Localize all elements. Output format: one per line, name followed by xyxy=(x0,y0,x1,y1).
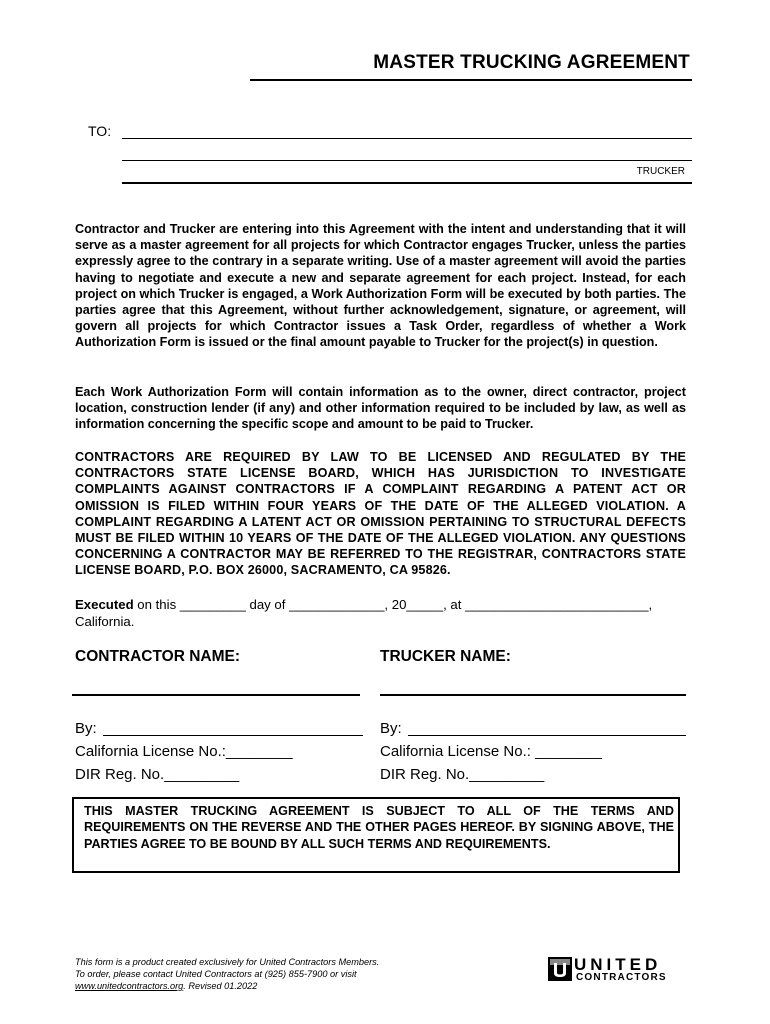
footer-line-3 xyxy=(75,980,435,992)
united-contractors-logo xyxy=(548,955,690,985)
logo-word-contractors: CONTRACTORS xyxy=(576,972,667,983)
document-title: MASTER TRUCKING AGREEMENT xyxy=(373,52,690,73)
contractor-by-line[interactable] xyxy=(103,735,363,736)
logo-word-united: UNITED xyxy=(574,955,662,974)
trucker-name-heading: TRUCKER NAME: xyxy=(380,648,511,665)
terms-notice-text: THIS MASTER TRUCKING AGREEMENT IS SUBJECT TO ALL OF THE TERMS AND REQUIREMENTS ON THE REVERSE AND THE OTHER PAGES HEREOF. BY SIGNING ABOVE, THE PARTIES AGREE TO BE BOUND BY ALL SUCH TERMS AND REQUIREMENTS. xyxy=(84,804,674,851)
to-line-2[interactable] xyxy=(122,160,692,161)
executed-word: Executed xyxy=(75,597,134,612)
trucker-name-line[interactable] xyxy=(380,694,686,696)
trucker-by-field[interactable] xyxy=(380,720,686,740)
execution-line xyxy=(75,596,686,630)
footer-note xyxy=(75,956,435,992)
trucker-by-label: By: xyxy=(380,720,402,737)
footer-line-1: This form is a product created exclusively for United Contractors Members. xyxy=(75,957,380,967)
to-line-3[interactable] xyxy=(122,182,692,184)
to-line-1[interactable] xyxy=(122,138,692,139)
footer-website-link[interactable]: www.unitedcontractors.org xyxy=(75,981,184,991)
license-notice-paragraph: CONTRACTORS ARE REQUIRED BY LAW TO BE LICENSED AND REGULATED BY THE CONTRACTORS STATE LICENSE BOARD, WHICH HAS JURISDICTION TO INVESTIGATE COMPLAINTS AGAINST CONTRACTORS IF A COMPLAINT REGARDING A PATENT ACT OR OMISSION IS FILED WITHIN FOUR YEARS OF THE DATE OF THE ALLEGED VIOLATION. A COMPLAINT REGARDING A LATENT ACT OR OMISSION PERTAINING TO STRUCTURAL DEFECTS MUST BE FILED WITHIN 10 YEARS OF THE DATE OF THE ALLEGED VIOLATION. ANY QUESTIONS CONCERNING A CONTRACTOR MAY BE REFERRED TO THE REGISTRAR, CONTRACTORS STATE LICENSE BOARD, P.O. BOX 26000, SACRAMENTO, CA 95826. xyxy=(75,450,686,578)
title-underline xyxy=(250,79,692,81)
terms-notice-box xyxy=(72,797,680,873)
intro-paragraph: Contractor and Trucker are entering into this Agreement with the intent and understanding that it will serve as a master agreement for all projects for which Contractor engages Trucker, unless the parties expressly agree to the contrary in a separate writing. Use of a master agreement will avoid the parties having to negotiate and execute a new and separate agreement for each project. Instead, for each project on which Trucker is engaged, a Work Authorization Form will be executed by both parties. The parties agree that this Agreement, without further acknowledgement, signature, or agreement, will govern all projects for which Contractor issues a Task Order, regardless of whether a Work Authorization Form is issued or the final amount payable to Trucker for the project(s) in question. xyxy=(75,222,686,350)
trucker-dir-field[interactable]: DIR Reg. No._________ xyxy=(380,766,545,783)
footer-line-2: To order, please contact United Contractors at (925) 855-7900 or visit xyxy=(75,969,357,979)
contractor-name-heading: CONTRACTOR NAME: xyxy=(75,648,241,665)
contractor-dir-field[interactable]: DIR Reg. No._________ xyxy=(75,766,240,783)
trucker-caption: TRUCKER xyxy=(636,166,685,177)
execution-rest: on this _________ day of _____________, 20_____, at _________________________, California. xyxy=(75,597,653,629)
trucker-license-field[interactable]: California License No.: ________ xyxy=(380,743,602,760)
work-authorization-paragraph: Each Work Authorization Form will contain information as to the owner, direct contractor, project location, construction lender (if any) and other information required to be included by law, as well as information concerning the specific scope and amount to be paid to Trucker. xyxy=(75,385,686,432)
contractor-name-line[interactable] xyxy=(72,694,360,696)
contractor-license-field[interactable]: California License No.:________ xyxy=(75,743,293,760)
contractor-by-field[interactable] xyxy=(75,720,363,740)
to-label: TO: xyxy=(88,123,112,139)
united-logo-icon xyxy=(548,957,572,981)
contractor-by-label: By: xyxy=(75,720,97,737)
footer-revised: . Revised 01.2022 xyxy=(183,981,258,991)
trucker-by-line[interactable] xyxy=(408,735,686,736)
